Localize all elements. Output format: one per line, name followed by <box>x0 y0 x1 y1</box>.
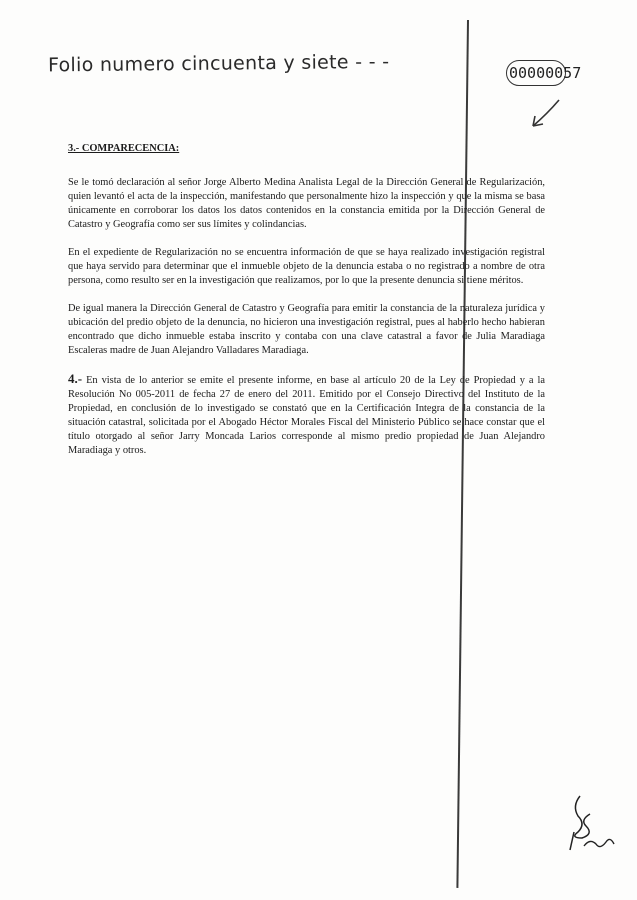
handwritten-arrow-icon <box>525 96 565 136</box>
section-heading: 3.- COMPARECENCIA: <box>68 143 180 154</box>
item-number: 4.- <box>68 371 83 386</box>
paragraph-2: En el expediente de Regularización no se encuentra información de que se haya realizado investigación registral que haya servido para determinar que el inmueble objeto de la denuncia estaba o no registrado a nombre de otra persona, como resulto ser en la investigación que realizamos, por lo que la presente denuncia si tiene méritos. <box>68 247 545 286</box>
stamp-number: 00000057 <box>509 64 582 82</box>
paragraph-4 <box>68 372 545 458</box>
paragraph-1: Se le tomó declaración al señor Jorge Alberto Medina Analista Legal de la Dirección General de Regularización, quien levantó el acta de la inspección, manifestando que personalmente hizo la inspección y que la misma se basa únicamente en corroborar los datos los datos contenidos en la constancia emitida por la Dirección General de Catastro y Geografía como ser sus límites y colindancias. <box>68 177 545 230</box>
document-body <box>68 142 545 472</box>
handwritten-signature <box>560 788 620 858</box>
handwritten-folio-note: Folio numero cincuenta y siete - - - <box>47 50 390 77</box>
item-text: En vista de lo anterior se emite el presente informe, en base al artículo 20 de la Ley de Propiedad y a la Resolución No 005-2011 de fecha 27 de enero del 2011. Emitido por el Consejo Directivo del Instituto de la Propiedad, en conclusión de lo investigado se constató que en la Certificación Integra de la constancia de la situación catastral, solicitada por el Abogado Héctor Morales Fiscal del Ministerio Público se hace constar que el título otorgado al señor Jarry Moncada Larios corresponde al mismo predio propiedad de Juan Alejandro Maradiaga y otros. <box>68 375 545 456</box>
paragraph-3: De igual manera la Dirección General de Catastro y Geografía para emitir la constancia de la naturaleza jurídica y ubicación del predio objeto de la denuncia, no hicieron una investigación registral, pues al haberlo hecho habieran encontrado que dicho inmueble estaba inscrito y contaba con una clave catastral a favor de Julia Maradiaga Escaleras madre de Juan Alejandro Valladares Maradiaga. <box>68 303 545 356</box>
